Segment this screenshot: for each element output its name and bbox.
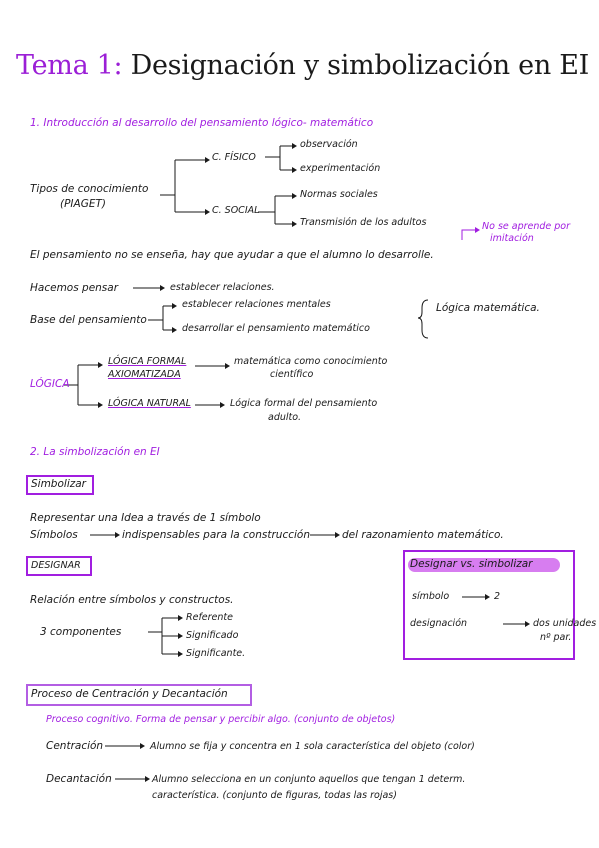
hacemos-label: Hacemos pensar <box>30 282 119 294</box>
proceso-label: Proceso de Centración y Decantación <box>31 688 228 700</box>
designacion-label: designación <box>410 618 468 629</box>
decantacion-text-2: característica. (conjunto de figuras, todas las rojas) <box>152 790 397 801</box>
base-label: Base del pensamiento <box>30 314 147 326</box>
cientifico-label: científico <box>270 369 314 380</box>
logica-label: LÓGICA <box>30 378 70 390</box>
razonamiento-text: del razonamiento matemático. <box>342 529 504 541</box>
dos-value: 2 <box>494 591 501 602</box>
indispensables-text: indispensables para la construcción <box>122 529 310 541</box>
observacion-label: observación <box>300 139 358 150</box>
pensamiento-text: El pensamiento no se enseña, hay que ayudar a que el alumno lo desarrolle. <box>30 249 434 261</box>
simbolos-label: Símbolos <box>30 529 78 541</box>
dos-unidades-label: dos unidades <box>533 618 597 629</box>
logica-matematica-label: Lógica matemática. <box>436 302 540 314</box>
decantacion-text-1: Alumno selecciona en un conjunto aquellos que tengan 1 determ. <box>152 774 466 785</box>
vs-title: Designar vs. simbolizar <box>410 558 533 570</box>
significado-label: Significado <box>186 630 239 641</box>
representar-text: Representar una Idea a través de 1 símbolo <box>30 512 261 524</box>
piaget-label: (PIAGET) <box>60 198 106 210</box>
tipos-label: Tipos de conocimiento <box>30 183 149 195</box>
c-fisico-label: C. FÍSICO <box>212 152 256 163</box>
cognitivo-text: Proceso cognitivo. Forma de pensar y percibir algo. (conjunto de objetos) <box>46 714 396 725</box>
normas-label: Normas sociales <box>300 189 378 200</box>
centracion-label: Centración <box>46 740 104 752</box>
componentes-label: 3 componentes <box>40 626 122 638</box>
establecer-label: establecer relaciones. <box>170 282 275 293</box>
adulto-label: adulto. <box>268 412 302 423</box>
transmision-label: Transmisión de los adultos <box>300 217 427 228</box>
simbolizar-label: Simbolizar <box>31 478 86 490</box>
desarrollar-label: desarrollar el pensamiento matemático <box>182 323 370 334</box>
matematica-como-label: matemática como conocimiento <box>234 356 388 367</box>
logica-natural-label: LÓGICA NATURAL <box>108 398 191 409</box>
designar-label: DESIGNAR <box>31 560 81 571</box>
centracion-text: Alumno se fija y concentra en 1 sola característica del objeto (color) <box>150 741 475 752</box>
significante-label: Significante. <box>186 648 246 659</box>
section-2-heading: 2. La simbolización en EI <box>30 446 160 458</box>
decantacion-label: Decantación <box>46 773 112 785</box>
no-aprende-label: No se aprende por <box>482 221 571 232</box>
title-number: Tema 1: <box>16 50 123 81</box>
title-text: Designación y simbolización en EI <box>130 50 589 81</box>
relaciones-label: establecer relaciones mentales <box>182 299 331 310</box>
logica-formal-del-label: Lógica formal del pensamiento <box>230 398 378 409</box>
referente-label: Referente <box>186 612 233 623</box>
simbolo-label: símbolo <box>412 591 450 602</box>
imitacion-label: imitación <box>490 233 534 244</box>
section-1-heading: 1. Introducción al desarrollo del pensamiento lógico- matemático <box>30 117 374 129</box>
relacion-text: Relación entre símbolos y constructos. <box>30 594 234 606</box>
c-social-label: C. SOCIAL <box>212 205 260 216</box>
axiomatizada-label: AXIOMATIZADA <box>108 369 181 380</box>
logica-formal-label: LÓGICA FORMAL <box>108 356 187 367</box>
experimentacion-label: experimentación <box>300 163 381 174</box>
n-par-label: nº par. <box>540 632 572 643</box>
